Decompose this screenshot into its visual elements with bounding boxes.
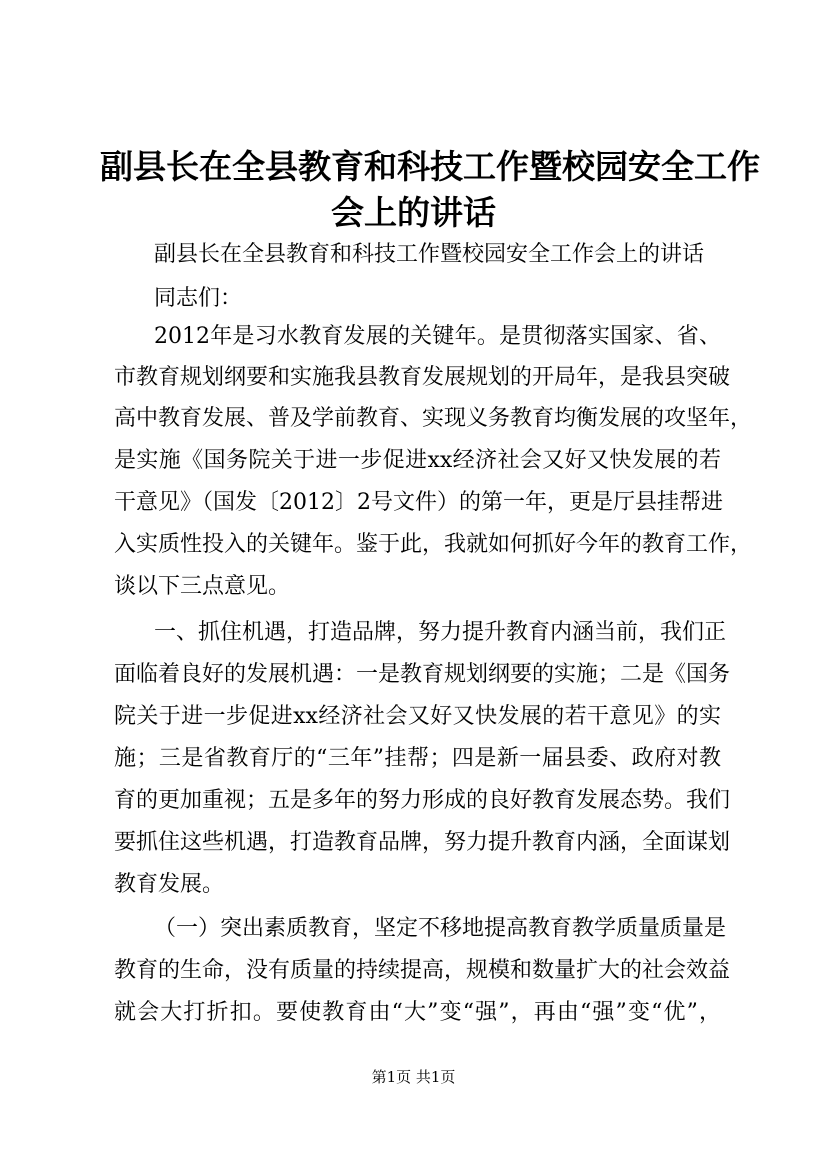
body-line: 一、抓住机遇，打造品牌，努力提升教育内涵当前，我们正: [154, 620, 727, 645]
body-line: 育的更加重视；五是多年的努力形成的良好教育发展态势。我们: [114, 788, 731, 813]
document-title-line-2: 会上的讲话: [331, 193, 496, 232]
body-line: 高中教育发展、普及学前教育、实现义务教育均衡发展的攻坚年，: [114, 406, 753, 431]
body-line: 要抓住这些机遇，打造教育品牌，努力提升教育内涵，全面谋划: [114, 830, 731, 855]
body-line: 就会大打折扣。要使教育由“大”变“强”，再由“强”变“优”，: [114, 1000, 721, 1025]
body-line: 面临着良好的发展机遇：一是教育规划纲要的实施；二是《国务: [114, 662, 731, 687]
body-line: 干意见》（国发〔2012〕2号文件）的第一年，更是厅县挂帮进: [114, 490, 723, 515]
page-footer: 第1页 共1页: [371, 1068, 456, 1086]
body-line: 施；三是省教育厅的“三年”挂帮；四是新一届县委、政府对教: [114, 746, 721, 771]
body-line: 教育发展。: [114, 872, 225, 897]
body-line: 是实施《国务院关于进一步促进xx经济社会又好又快发展的若: [114, 448, 721, 473]
body-line: （一）突出素质教育，坚定不移地提高教育教学质量质量是: [154, 916, 727, 941]
body-line: 教育的生命，没有质量的持续提高，规模和数量扩大的社会效益: [114, 958, 731, 983]
document-title-line-1: 副县长在全县教育和科技工作暨校园安全工作: [100, 147, 760, 186]
body-line: 院关于进一步促进xx经济社会又好又快发展的若干意见》的实: [114, 704, 721, 729]
subtitle-line: 副县长在全县教育和科技工作暨校园安全工作会上的讲话: [154, 242, 705, 267]
body-line: 市教育规划纲要和实施我县教育发展规划的开局年，是我县突破: [114, 365, 731, 390]
salutation-line: 同志们：: [154, 286, 243, 311]
body-line: 2012年是习水教育发展的关键年。是贯彻落实国家、省、: [154, 324, 721, 349]
body-line: 谈以下三点意见。: [114, 574, 291, 599]
body-line: 入实质性投入的关键年。鉴于此，我就如何抓好今年的教育工作，: [114, 532, 753, 557]
